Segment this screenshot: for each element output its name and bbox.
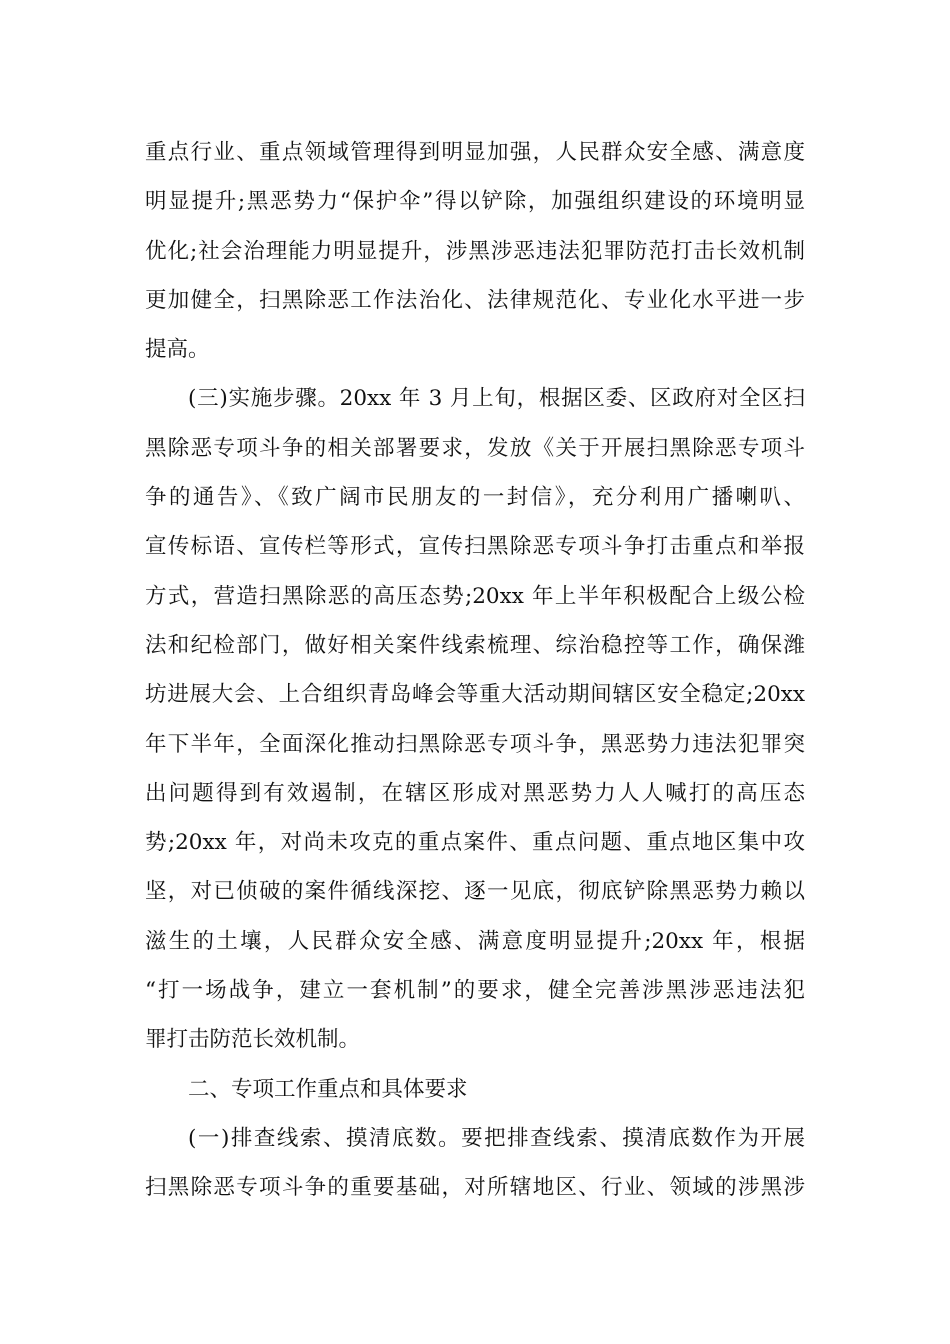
- text-line: 黑除恶专项斗争的相关部署要求，发放《关于开展扫黑除恶专项斗: [145, 435, 805, 461]
- text-line: 法和纪检部门，做好相关案件线索梳理、综治稳控等工作，确保潍: [145, 632, 805, 658]
- text-line: 重点行业、重点领域管理得到明显加强，人民群众安全感、满意度: [145, 140, 805, 165]
- text-line: (三)实施步骤。20xx 年 3 月上旬，根据区委、区政府对全区扫: [188, 386, 805, 412]
- text-line: 罪打击防范长效机制。: [145, 1027, 361, 1053]
- text-line: 年下半年，全面深化推动扫黑除恶专项斗争，黑恶势力违法犯罪突: [145, 731, 805, 757]
- text-line: 更加健全，扫黑除恶工作法治化、法律规范化、专业化水平进一步: [145, 287, 805, 313]
- text-line: 宣传标语、宣传栏等形式，宣传扫黑除恶专项斗争打击重点和举报: [145, 534, 805, 560]
- text-line: 扫黑除恶专项斗争的重要基础，对所辖地区、行业、领域的涉黑涉: [145, 1175, 805, 1201]
- text-line: 方式，营造扫黑除恶的高压态势;20xx 年上半年积极配合上级公检: [145, 583, 805, 609]
- heading-text: 二、专项工作重点和具体要求: [188, 1076, 468, 1102]
- text-line: 争的通告》、《致广阔市民朋友的一封信》，充分利用广播喇叭、: [145, 485, 805, 511]
- paragraph-investigate-clues: [145, 1114, 805, 1213]
- text-line: 势;20xx 年，对尚未攻克的重点案件、重点问题、重点地区集中攻: [145, 830, 805, 856]
- text-line: 出问题得到有效遏制，在辖区形成对黑恶势力人人喊打的高压态: [145, 780, 805, 806]
- text-line: (一)排查线索、摸清底数。要把排查线索、摸清底数作为开展: [188, 1125, 805, 1151]
- text-line: 明显提升;黑恶势力“保护伞”得以铲除，加强组织建设的环境明显: [145, 189, 805, 215]
- document-body: [145, 128, 805, 1213]
- section-heading: [145, 1065, 805, 1114]
- text-line: 滋生的土壤，人民群众安全感、满意度明显提升;20xx 年，根据: [145, 928, 805, 954]
- text-line: “打一场战争，建立一套机制”的要求，健全完善涉黑涉恶违法犯: [145, 978, 805, 1004]
- paragraph-implementation-steps: [145, 374, 805, 1064]
- text-line: 坊进展大会、上合组织青岛峰会等重大活动期间辖区安全稳定;20xx: [145, 682, 805, 708]
- text-line: 优化;社会治理能力明显提升，涉黑涉恶违法犯罪防范打击长效机制: [145, 238, 805, 264]
- text-line: 坚，对已侦破的案件循线深挖、逐一见底，彻底铲除黑恶势力赖以: [145, 879, 805, 905]
- paragraph-goals-continued: [145, 128, 805, 374]
- text-line: 提高。: [145, 337, 210, 363]
